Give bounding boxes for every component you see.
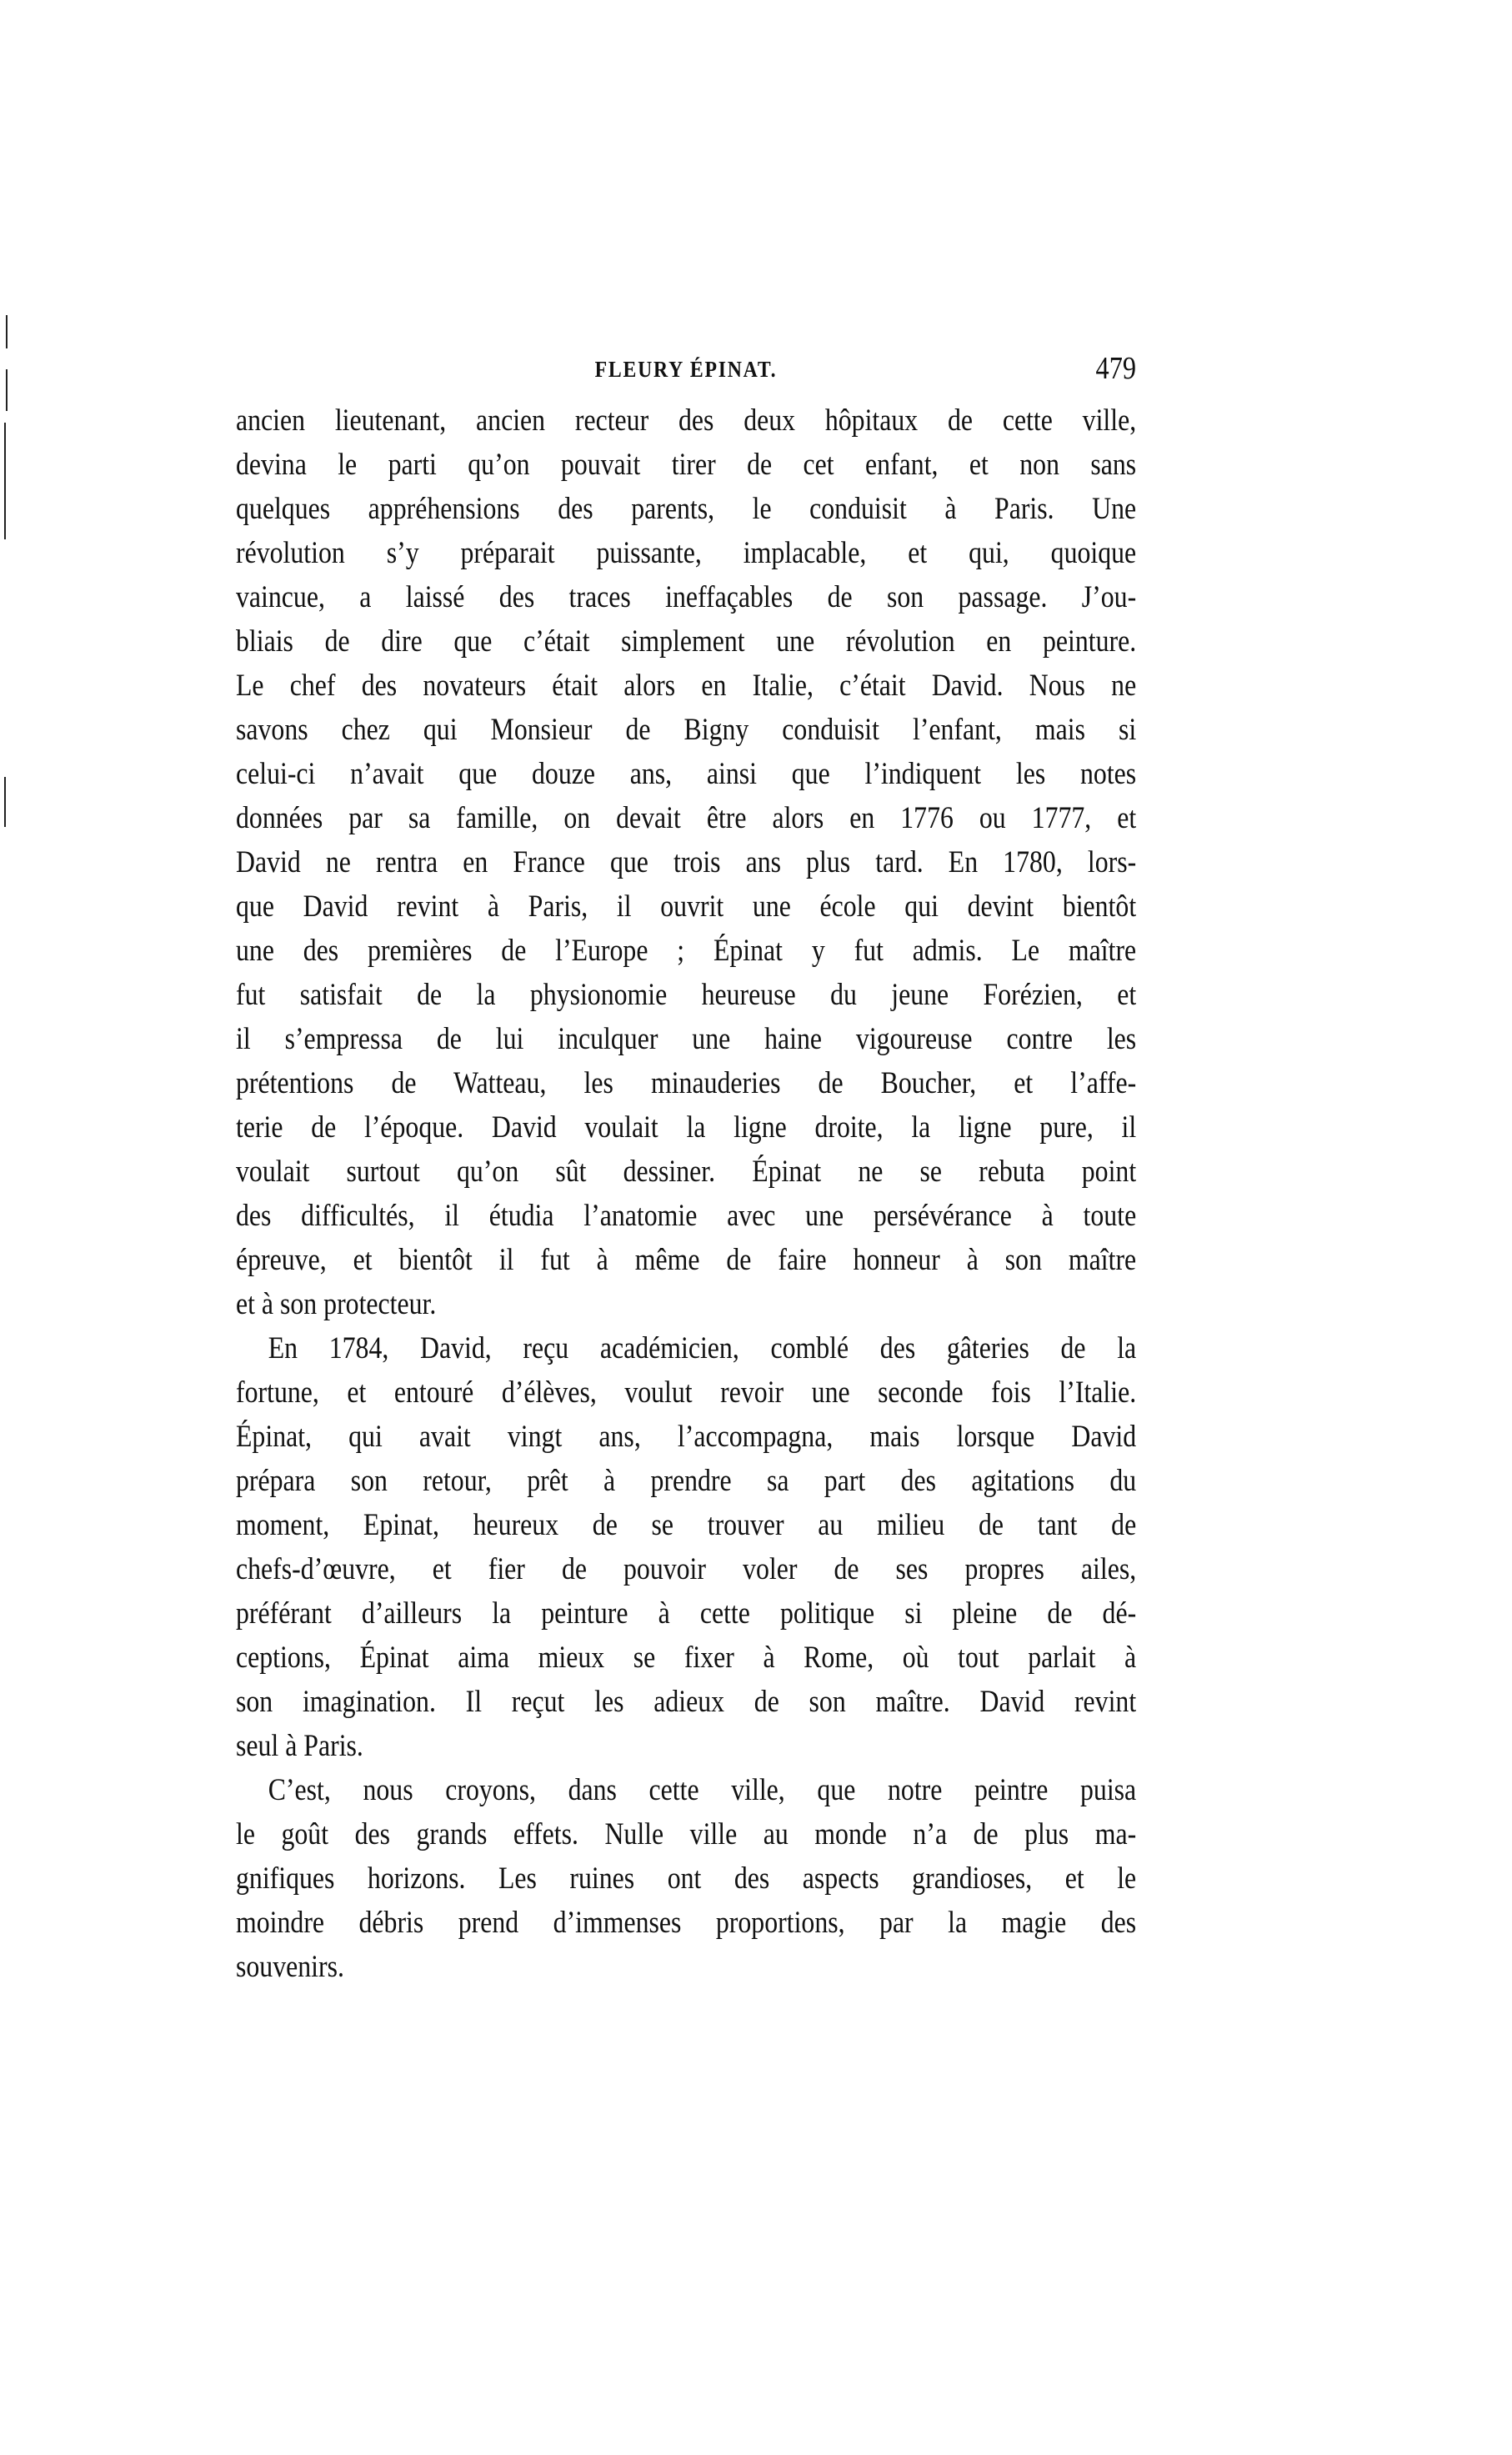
text-line: et à son protecteur. [236, 1287, 437, 1321]
scan-artifact-line [4, 423, 6, 539]
book-page [236, 348, 1136, 1989]
text-line: C’est, nous croyons, dans cette ville, que notre peintre puisa [268, 1773, 1137, 1807]
text-line: quelques appréhensions des parents, le conduisit à Paris. Une [236, 492, 1137, 526]
text-line: voulait surtout qu’on sût dessiner. Épinat ne se rebuta point [236, 1155, 1137, 1189]
paragraph [236, 1326, 1136, 1768]
text-line: fortune, et entouré d’élèves, voulut revoir une seconde fois l’Italie. [236, 1375, 1137, 1410]
text-line: moment, Epinat, heureux de se trouver au milieu de tant de [236, 1508, 1137, 1542]
text-line: En 1784, David, reçu académicien, comblé des gâteries de la [268, 1331, 1137, 1365]
text-line: fut satisfait de la physionomie heureuse du jeune Forézien, et [236, 978, 1137, 1012]
text-line: chefs-d’œuvre, et fier de pouvoir voler de ses propres ailes, [236, 1552, 1137, 1586]
text-line: devina le parti qu’on pouvait tirer de cet enfant, et non sans [236, 448, 1137, 482]
text-line: épreuve, et bientôt il fut à même de faire honneur à son maître [236, 1243, 1137, 1277]
text-line: que David revint à Paris, il ouvrit une école qui devint bientôt [236, 889, 1137, 924]
text-line: prétentions de Watteau, les minauderies de Boucher, et l’affe- [236, 1066, 1137, 1100]
text-line: données par sa famille, on devait être alors en 1776 ou 1777, et [236, 801, 1137, 835]
text-line: ceptions, Épinat aima mieux se fixer à Rome, où tout parlait à [236, 1641, 1137, 1675]
paragraph [236, 1768, 1136, 1989]
text-line: ancien lieutenant, ancien recteur des deux hôpitaux de cette ville, [236, 403, 1137, 438]
scan-artifact-line [4, 777, 6, 827]
running-head [236, 348, 1136, 390]
text-line: son imagination. Il reçut les adieux de son maître. David revint [236, 1685, 1137, 1719]
scan-artifact-line [6, 315, 8, 348]
scan-artifact-line [6, 369, 8, 411]
text-line: souvenirs. [236, 1950, 344, 1984]
text-line: terie de l’époque. David voulait la ligne droite, la ligne pure, il [236, 1110, 1137, 1145]
text-line: vaincue, a laissé des traces ineffaçables de son passage. J’ou- [236, 580, 1137, 614]
running-title: FLEURY ÉPINAT. [594, 357, 778, 382]
text-line: gnifiques horizons. Les ruines ont des aspects grandioses, et le [236, 1861, 1137, 1896]
text-line: celui-ci n’avait que douze ans, ainsi que l’indiquent les notes [236, 757, 1137, 791]
text-line: prépara son retour, prêt à prendre sa part des agitations du [236, 1464, 1137, 1498]
paragraph [236, 398, 1136, 1326]
body-text [236, 398, 1136, 1989]
text-line: moindre débris prend d’immenses proportions, par la magie des [236, 1906, 1137, 1940]
text-line: David ne rentra en France que trois ans plus tard. En 1780, lors- [236, 845, 1137, 879]
text-line: bliais de dire que c’était simplement une révolution en peinture. [236, 624, 1137, 659]
text-line: le goût des grands effets. Nulle ville au monde n’a de plus ma- [236, 1817, 1137, 1851]
page-number: 479 [1095, 351, 1136, 386]
text-line: une des premières de l’Europe ; Épinat y fut admis. Le maître [236, 934, 1137, 968]
text-line: des difficultés, il étudia l’anatomie avec une persévérance à toute [236, 1199, 1137, 1233]
text-line: seul à Paris. [236, 1729, 363, 1763]
text-line: révolution s’y préparait puissante, implacable, et qui, quoique [236, 536, 1137, 570]
text-line: Le chef des novateurs était alors en Italie, c’était David. Nous ne [236, 669, 1137, 703]
text-line: savons chez qui Monsieur de Bigny conduisit l’enfant, mais si [236, 713, 1137, 747]
text-line: il s’empressa de lui inculquer une haine vigoureuse contre les [236, 1022, 1137, 1056]
text-line: Épinat, qui avait vingt ans, l’accompagna, mais lorsque David [236, 1420, 1137, 1454]
text-line: préférant d’ailleurs la peinture à cette politique si pleine de dé- [236, 1596, 1137, 1631]
